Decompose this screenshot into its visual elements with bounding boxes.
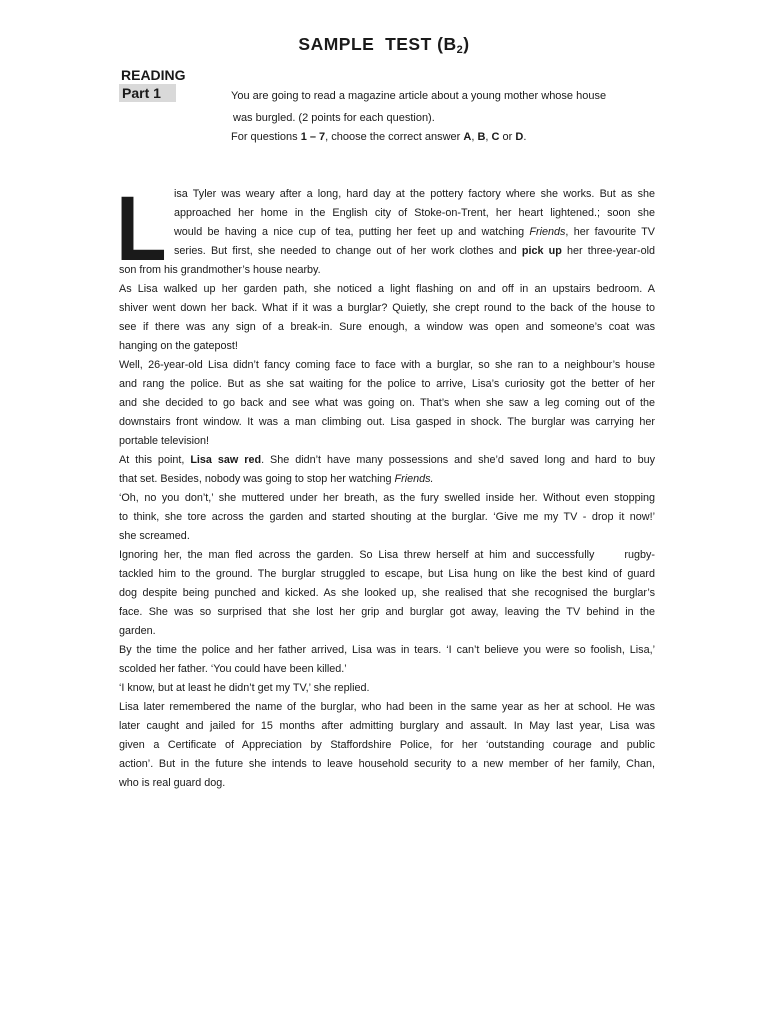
article-line: As Lisa walked up her garden path, she noticed a light flashing on and off in an upstairs bedroom. A [119,283,655,295]
article-line: ‘I know, but at least he didn’t get my TV,’ she replied. [119,682,370,694]
article-line: Well, 26-year-old Lisa didn’t fancy coming face to face with a burglar, so she ran to a neighbour’s house [119,359,655,371]
article-line: ‘Oh, no you don’t,’ she muttered under her breath, as the fury swelled inside her. Without even stopping [119,492,655,504]
article-line: portable television! [119,435,210,447]
article-line: son from his grandmother’s house nearby. [119,264,321,276]
instruction-line-3: For questions 1 – 7, choose the correct answer A, B, C or D. [231,131,527,143]
article-line: Lisa later remembered the name of the burglar, who had been in the same year as her at school. He was [119,701,655,713]
article-line: who is real guard dog. [119,777,226,789]
article-line: hanging on the gatepost! [119,340,238,352]
article-line: would be having a nice cup of tea, putting her feet up and watching Friends, her favourite TV [174,226,655,238]
section-heading-reading: READING [121,67,186,83]
article-line: By the time the police and her father arrived, Lisa was in tears. ‘I can’t believe you were so foolish, Lisa,’ [119,644,655,656]
article-line: action’. But in the future she intends to leave household security to a new member of her family, Chan, [119,758,655,770]
article-body [119,185,655,793]
article-line: downstairs front window. It was a man climbing out. Lisa gasped in shock. The burglar was carrying her [119,416,655,428]
article-line: shiver went down her back. What if it was a burglar? Quietly, she crept round to the back of the house to [119,302,655,314]
article-line: garden. [119,625,156,637]
article-line: At this point, Lisa saw red. She didn’t have many possessions and she’d saved long and hard to buy [119,454,655,466]
article-line: see if there was any sign of a break-in. Sure enough, a window was open and someone’s coat was [119,321,655,333]
article-line: isa Tyler was weary after a long, hard day at the pottery factory where she works. But as she [174,188,655,200]
article-line: that set. Besides, nobody was going to stop her watching Friends. [119,473,434,485]
article-line: Ignoring her, the man fled across the garden. So Lisa threw herself at him and successfully rugby- [119,549,655,561]
instruction-line-2: was burgled. (2 points for each question). [233,112,435,124]
article-line: she screamed. [119,530,190,542]
article-line: later caught and jailed for 15 months after admitting burglary and assault. In May last year, Lisa was [119,720,655,732]
part-label: Part 1 [119,84,176,102]
article-line: face. She was so surprised that she lost her grip and burglar got away, leaving the TV behind in the [119,606,655,618]
article-line: approached her home in the English city of Stoke-on-Trent, her heart lightened.; soon she [174,207,655,219]
article-line: and rang the police. But as she sat waiting for the police to arrive, Lisa’s curiosity got the better of her [119,378,655,390]
drop-cap: L [116,178,167,280]
article-line: dog despite being punched and kicked. As she looked up, she realised that she recognised the burglar’s [119,587,655,599]
page-title: SAMPLE TEST $(B_2)$ [298,34,470,56]
article-line: tackled him to the ground. The burglar struggled to escape, but Lisa hung on like the best kind of guard [119,568,655,580]
article-line: to think, she tore across the garden and started shouting at the burglar. ‘Give me my TV - drop it now!’ [119,511,655,523]
article-line: and she decided to go back and see what was going on. That’s when she saw a leg coming out of the [119,397,655,409]
article-line: given a Certificate of Appreciation by Staffordshire Police, for her ‘outstanding courage and public [119,739,655,751]
article-line: series. But first, she needed to change out of her work clothes and pick up her three-year-old [174,245,655,257]
instruction-line-1: You are going to read a magazine article about a young mother whose house [231,90,607,102]
article-line: scolded her father. ‘You could have been killed.’ [119,663,347,675]
